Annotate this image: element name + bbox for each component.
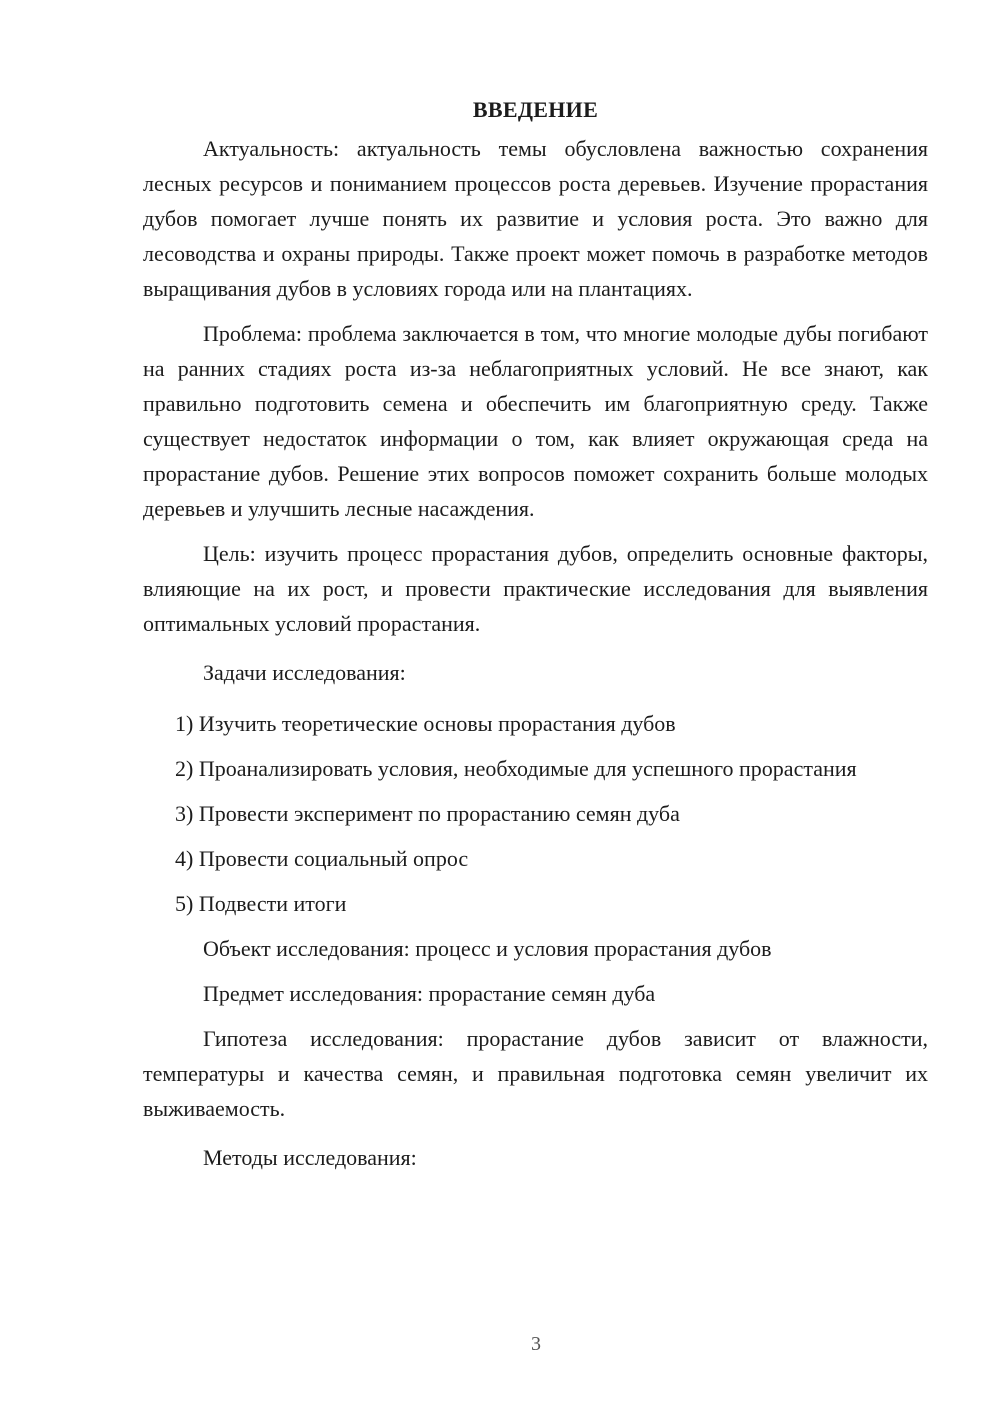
methods-heading: Методы исследования: — [203, 1145, 417, 1170]
hypothesis-paragraph: Гипотеза исследования: прорастание дубов зависит от влажности, температуры и качества семян, и правильная подготовка семян увеличит их выживаемость. — [143, 1026, 928, 1121]
relevance-paragraph: Актуальность: актуальность темы обусловлена важностью сохранения лесных ресурсов и пониманием процессов роста деревьев. Изучение прорастания дубов помогает лучше понять их развитие и условия роста. Это важно для лесоводства и охраны природы. Также проект может помочь в разработке методов выращивания дубов в условиях города или на плантациях. — [143, 136, 928, 301]
task-item-3: 3) Провести эксперимент по прорастанию семян дуба — [175, 801, 680, 826]
task-item-5: 5) Подвести итоги — [175, 891, 347, 916]
goal-paragraph: Цель: изучить процесс прорастания дубов, определить основные факторы, влияющие на их рост, и провести практические исследования для выявления оптимальных условий прорастания. — [143, 541, 928, 636]
page-number: 3 — [531, 1333, 541, 1355]
object-paragraph: Объект исследования: процесс и условия прорастания дубов — [203, 936, 772, 961]
problem-paragraph: Проблема: проблема заключается в том, что многие молодые дубы погибают на ранних стадиях роста из-за неблагоприятных условий. Не все знают, как правильно подготовить семена и обеспечить им благоприятную среду. Также существует недостаток информации о том, как влияет окружающая среда на прорастание дубов. Решение этих вопросов поможет сохранить больше молодых деревьев и улучшить лесные насаждения. — [143, 321, 928, 521]
section-title: ВВЕДЕНИЕ — [472, 97, 599, 122]
task-item-1: 1) Изучить теоретические основы прорастания дубов — [175, 711, 676, 736]
document-page — [143, 92, 928, 1185]
task-item-4: 4) Провести социальный опрос — [175, 846, 469, 871]
task-item-2: 2) Проанализировать условия, необходимые для успешного прорастания — [175, 756, 857, 781]
subject-paragraph: Предмет исследования: прорастание семян дуба — [203, 981, 656, 1006]
tasks-heading: Задачи исследования: — [203, 660, 406, 685]
